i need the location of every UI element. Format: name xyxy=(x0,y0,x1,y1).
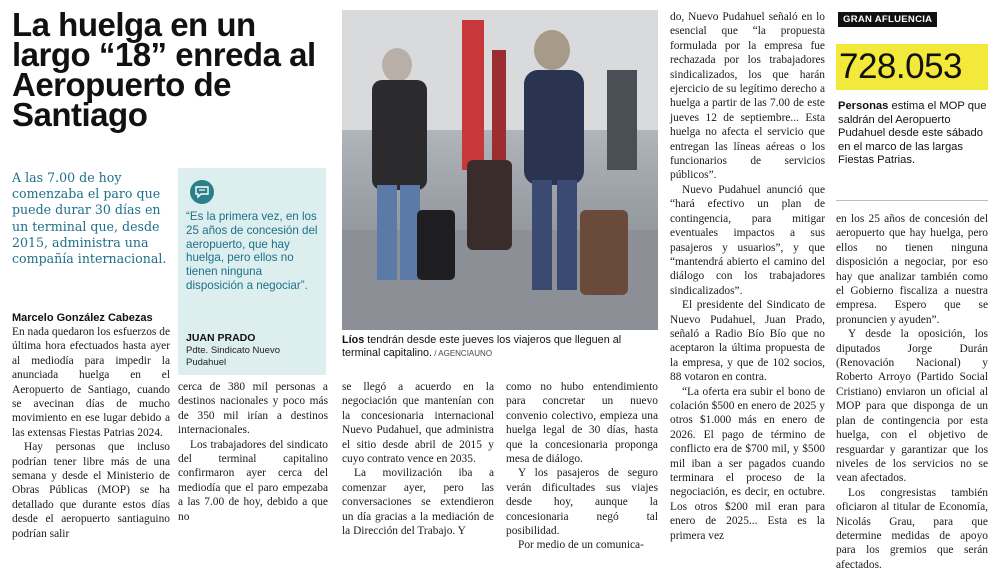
pull-quote-role: Pdte. Sindicato Nuevo Pudahuel xyxy=(186,345,281,368)
stat-description xyxy=(838,100,988,168)
body-column-3 xyxy=(342,380,494,538)
section-tag: GRAN AFLUENCIA xyxy=(838,12,937,27)
caption-text: tendrán desde este jueves los viajeros que lleguen al terminal capitalino. xyxy=(342,334,622,360)
article-deck: A las 7.00 de hoy comenzaba el paro que puede durar 30 días en un terminal que, desde 2015, administra una compañía internacional. xyxy=(12,170,167,267)
highlight-number: 728.053 xyxy=(836,44,988,90)
pull-quote-name: JUAN PRADO xyxy=(186,332,256,344)
paragraph: “La oferta era subir el bono de colación $500 en enero de 2025 y otros $1.000 más en enero de 2026. El pago de término de conflicto era de $700 mil, y $500 mil iban a ser pagados cuando terminara el proceso de la negociación, es decir, en octubre. Los otros $200 mil eran para enero de 2025... Esta es la primera vez xyxy=(670,385,825,542)
pull-quote-text: “Es la primera vez, en los 25 años de concesión del aeropuerto, que hay huelga, pero ellos no tienen ninguna disposición a negociar”. xyxy=(186,210,318,292)
speech-bubble-icon xyxy=(190,180,214,204)
stat-text: estima el MOP que saldrán del Aeropuerto Pudahuel desde este sábado en el marco de las largas Fiestas Patrias. xyxy=(838,100,987,167)
paragraph: Y desde la oposición, los diputados Jorge Durán (Renovación Nacional) y Roberto Arroyo (Partido Social Cristiano) enviaron un oficial al MOP para que disponga de un plan de contingencia por esta huelga, con el objetivo de resguardar y garantizar que los niveles de los servicios no se vean afectados. xyxy=(836,328,988,485)
photo-illustration xyxy=(342,10,658,330)
paragraph: se llegó a acuerdo en la negociación que mantenían con la concesionaria internacional Nuevo Pudahuel, que administra el sitio desde abril de 2015 y cuyo contrato vence en 2035. xyxy=(342,381,494,466)
airport-travelers-photo xyxy=(342,10,658,330)
body-column-5 xyxy=(670,10,825,543)
divider xyxy=(836,200,988,201)
photo-caption xyxy=(342,334,658,360)
photo-credit: / AGENCIAUNO xyxy=(432,349,493,359)
stat-lead: Personas xyxy=(838,100,889,112)
headline: La huelga en un largo “18” enreda al Aeropuerto de Santiago xyxy=(12,6,316,133)
paragraph: Los trabajadores del sindicato del terminal capitalino confirmaron ayer cerca del mediodía que el paro empezaba a las 7.00 de hoy, debido a que no xyxy=(178,438,328,523)
caption-lead: Líos xyxy=(342,334,365,346)
paragraph: La movilización iba a comenzar ayer, pero las conversaciones se extendieron un día gracias a la mediación de la Dirección del Trabajo. Y xyxy=(342,467,494,538)
paragraph: El presidente del Sindicato de Nuevo Pudahuel, Juan Prado, señaló a Radio Bío Bío que no aceptaron la última propuesta de la empresa, y que de 102 socios, 88 votaron en contra. xyxy=(670,299,825,384)
paragraph: Por medio de un comunica- xyxy=(518,539,644,552)
body-column-2 xyxy=(178,380,328,524)
paragraph: Los congresistas también oficiaron al titular de Economía, Nicolás Grau, para que determine medidas de apoyo para los gremios que serán afectados. xyxy=(836,486,988,571)
paragraph: como no hubo entendimiento para concretar un nuevo convenio colectivo, empieza una huelga legal de 30 días, hasta que la concesionaria proponga mesa de diálogo. xyxy=(506,381,658,466)
paragraph: Nuevo Pudahuel anunció que “hará efectivo un plan de contingencia, para mitigar eventuales impactos a sus pasajeros y usuarios”, y que “mantendrá abierto el camino del diálogo con los trabajadores sindicalizados”. xyxy=(670,183,825,297)
body-column-4 xyxy=(506,380,658,553)
paragraph: En nada quedaron los esfuerzos de última hora efectuados hasta ayer al mediodía para impedir la anunciada huelga en el Aeropuerto de Santiago, cuando se avecinan días de mucho movimiento en ese lugar debido a las extensas Fiestas Patrias 2024. xyxy=(12,326,170,439)
paragraph: Y los pasajeros de seguro verán dificultades sus viajes desde hoy, aunque la concesionaria negó tal posibilidad. xyxy=(506,467,658,538)
paragraph: do, Nuevo Pudahuel señaló en lo esencial que “la propuesta formulada por la empresa fue rechazada por los trabajadores sindicalizados, los que harán ejercicio de su legítimo derecho a huelga a partir de las 7.00 de este jueves 12 de septiembre... Esta huelga no afecta el servicio que entregan las líneas aéreas o los funcionarios de servicios públicos”. xyxy=(670,11,825,182)
paragraph: cerca de 380 mil personas a destinos nacionales y poco más de 350 mil irían a destinos internacionales. xyxy=(178,381,328,437)
paragraph: Hay personas que incluso podrían tener libre más de una semana y desde el Ministerio de Obras Públicas (MOP) se ha detallado que durante estos días desde el aeropuerto santiaguino podrían salir xyxy=(12,441,170,540)
body-column-1 xyxy=(12,325,170,541)
byline: Marcelo González Cabezas xyxy=(12,312,153,324)
paragraph: en los 25 años de concesión del aeropuerto que hay huelga, pero ellos no tienen ninguna disposición a negociar, por eso hay que analizar también como el Gobierno fiscaliza a nuestra empresa. Espero que se pronuncien y ayuden”. xyxy=(836,213,988,326)
body-column-6 xyxy=(836,212,988,572)
